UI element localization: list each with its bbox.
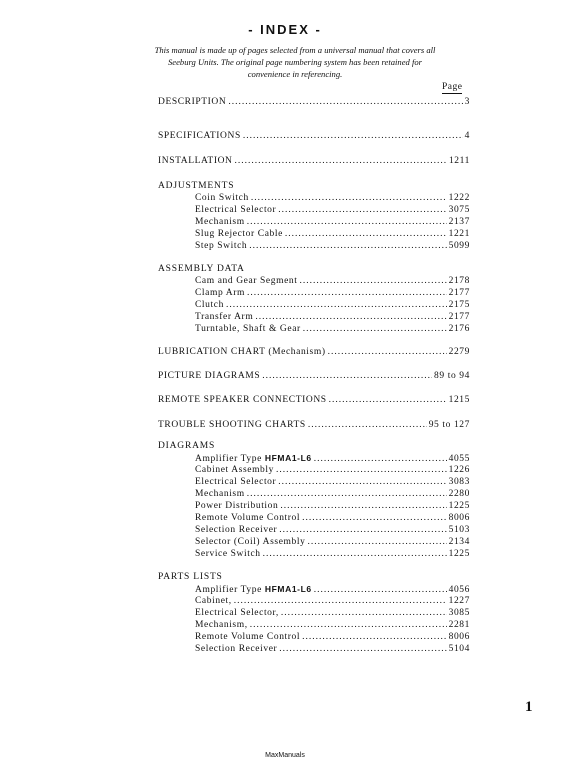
index-entry-picture-diagrams: PICTURE DIAGRAMS ..... 89 to 94 xyxy=(158,371,470,381)
index-entry: Power Distribution ..... 1225 xyxy=(195,501,470,511)
index-entry: Transfer Arm ..... 2177 xyxy=(195,312,470,322)
page-title: - INDEX - xyxy=(248,22,322,37)
section-heading-parts-lists: PARTS LISTS xyxy=(158,572,223,582)
index-entry: Remote Volume Control ..... 8006 xyxy=(195,632,470,642)
index-entry-trouble-shooting: TROUBLE SHOOTING CHARTS ..... 95 to 127 xyxy=(158,420,470,430)
index-entry-remote-speaker: REMOTE SPEAKER CONNECTIONS ..... 1215 xyxy=(158,395,470,405)
index-entry: Mechanism, ..... 2281 xyxy=(195,620,470,630)
index-entry: Selector (Coil) Assembly ..... 2134 xyxy=(195,537,470,547)
index-entry-lubrication-chart: LUBRICATION CHART (Mechanism) ..... 2279 xyxy=(158,347,470,357)
index-entry: Coin Switch ..... 1222 xyxy=(195,193,470,203)
page-number: 1 xyxy=(525,699,533,715)
index-entry: Service Switch ..... 1225 xyxy=(195,549,470,559)
index-entry: Selection Receiver ..... 5103 xyxy=(195,525,470,535)
index-entry: Cam and Gear Segment ..... 2178 xyxy=(195,276,470,286)
index-entry: Electrical Selector ..... 3083 xyxy=(195,477,470,487)
index-entry-specifications: SPECIFICATIONS ..... 4 xyxy=(158,131,470,141)
index-entry: Cabinet, ..... 1227 xyxy=(195,596,470,606)
index-entry-amplifier: Amplifier Type HFMA1-L6 ..... 4055 xyxy=(195,453,470,464)
index-entry: Remote Volume Control ..... 8006 xyxy=(195,513,470,523)
section-heading-assembly-data: ASSEMBLY DATA xyxy=(158,264,245,274)
index-entry: Clamp Arm ..... 2177 xyxy=(195,288,470,298)
intro-text: This manual is made up of pages selected from a universal manual that covers all Seeburg Units. The original page numbering system has been retained for convenience in referencing. xyxy=(154,45,436,79)
index-entry-description: DESCRIPTION ..... 3 xyxy=(158,97,470,107)
index-entry: Electrical Selector ..... 3075 xyxy=(195,205,470,215)
index-entry: Slug Rejector Cable ..... 1221 xyxy=(195,229,470,239)
index-entry-amplifier: Amplifier Type HFMA1-L6 ..... 4056 xyxy=(195,584,470,595)
index-entry: Turntable, Shaft & Gear ..... 2176 xyxy=(195,324,470,334)
index-entry: Mechanism ..... 2137 xyxy=(195,217,470,227)
footer-watermark: MaxManuals xyxy=(265,752,305,759)
index-entry: Step Switch ..... 5099 xyxy=(195,241,470,251)
index-entry-installation: INSTALLATION ..... 1211 xyxy=(158,156,470,166)
page-column-header: Page xyxy=(442,82,463,92)
index-entry: Mechanism ..... 2280 xyxy=(195,489,470,499)
index-entry: Clutch ..... 2175 xyxy=(195,300,470,310)
section-heading-diagrams: DIAGRAMS xyxy=(158,441,216,451)
index-entry: Cabinet Assembly ..... 1226 xyxy=(195,465,470,475)
index-entry: Selection Receiver ..... 5104 xyxy=(195,644,470,654)
section-heading-adjustments: ADJUSTMENTS xyxy=(158,181,235,191)
index-entry: Electrical Selector, ..... 3085 xyxy=(195,608,470,618)
